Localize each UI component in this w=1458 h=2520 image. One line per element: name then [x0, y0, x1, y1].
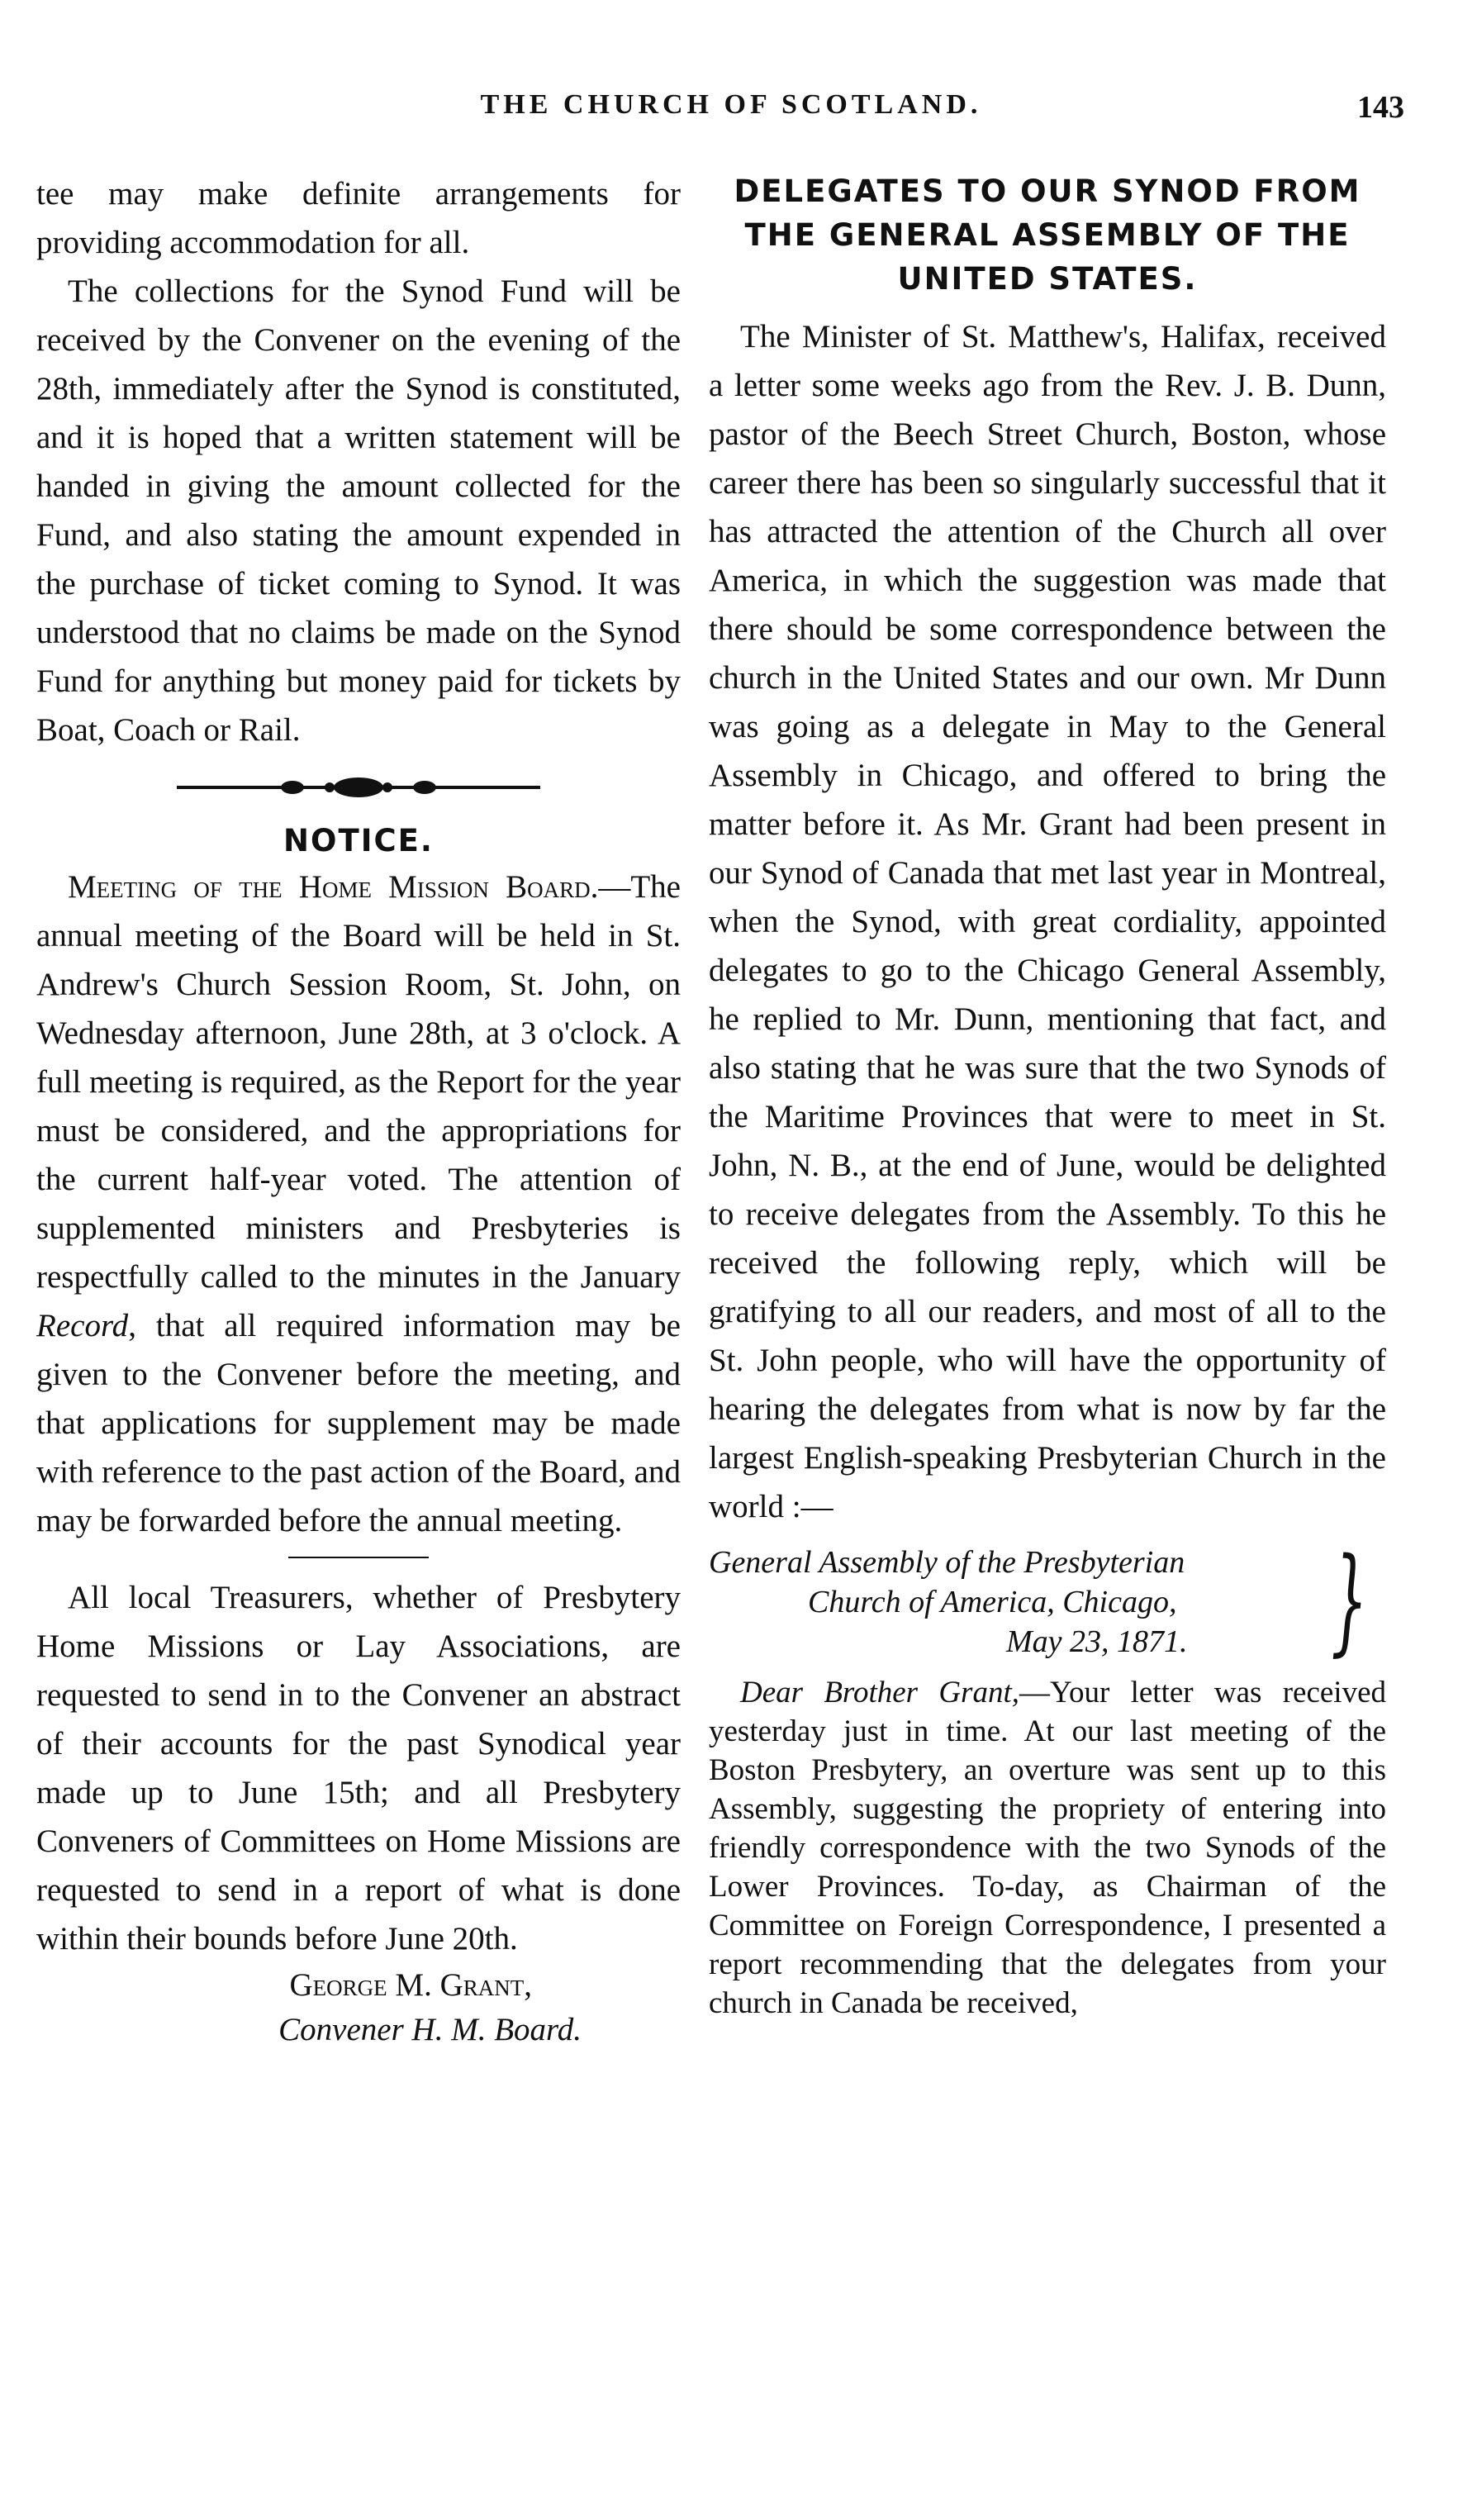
page-number: 143 [1357, 90, 1404, 125]
letter-paragraph [709, 1673, 1386, 2023]
record-title: Record [36, 1308, 129, 1343]
letter [709, 1673, 1386, 2023]
meeting-lead: Meeting of the Home Mission Board. [68, 869, 599, 905]
paragraph-continuation: tee may make definite arrangements for providing accommodation for all. [36, 176, 681, 260]
brace-glyph: } [1331, 1533, 1368, 1668]
meeting-body: —The annual meeting of the Board will be held in St. Andrew's Church Session Room, St. John, on Wednesday afternoon, June 28th, at 3 o'clock. A full meeting is required, as the Report for the year must be considered, and the appropriations for the current half-year voted. The attention of supplemented ministers and Presbyteries is respectfully called to the minutes in the January [36, 869, 681, 1295]
dateline-line-1: General Assembly of the Presbyterian [709, 1545, 1185, 1580]
page-header [33, 89, 1429, 139]
letter-salutation: Dear Brother Grant, [740, 1676, 1019, 1709]
signature-name: George M. Grant, [289, 1967, 532, 2003]
ornament-divider [169, 771, 549, 804]
delegates-heading: DELEGATES TO OUR SYNOD FROM THE GENERAL ASSEMBLY OF THE UNITED STATES. [734, 174, 1361, 297]
paragraph-delegates: The Minister of St. Matthew's, Halifax, received a letter some weeks ago from the Rev. J. B. Dunn, pastor of the Beech Street Church, Boston, whose career there has been so singularly successful that it has attracted the attention of the Church all over America, in which the suggestion was made that there should be some correspondence between the church in the United States and our own. Mr Dunn was going as a delegate in May to the General Assembly in Chicago, and offered to bring the matter before it. As Mr. Grant had been present in our Synod of Canada that met last year in Montreal, when the Synod, with great cordiality, appointed delegates to go to the Chicago General Assembly, he replied to Mr. Dunn, mentioning that fact, and also stating that he was sure that the two Synods of the Maritime Provinces that were to meet in St. John, N. B., at the end of June, would be delighted to receive delegates from the Assembly. To this he received the following reply, which will be gratifying to all our readers, and most of all to the St. John people, who will have the opportunity of hearing the delegates from what is now by far the largest English-speaking Presbyterian Church in the world :— [709, 319, 1386, 1524]
running-head: THE CHURCH OF SCOTLAND. [480, 89, 982, 120]
letter-dateline [709, 1533, 1386, 1668]
notice-heading: NOTICE. [283, 823, 434, 858]
dateline-line-3: May 23, 1871. [1006, 1624, 1188, 1659]
paragraph-treasurers: All local Treasurers, whether of Presbytery Home Missions or Lay Associations, are requested to send in to the Convener an abstract of their accounts for the past Synodical year made up to June 15th; and all Presbytery Conveners of Committees on Home Missions are requested to send in a report of what is done within their bounds before June 20th. [36, 1580, 681, 1957]
letter-body: —Your letter was received yesterday just in time. At our last meeting of the Boston Presbytery, an overture was sent up to this Assembly, suggesting the propriety of entering into friendly correspondence with the two Synods of the Lower Provinces. To-day, as Chairman of the Committee on Foreign Correspondence, I presented a report recommending that the delegates from your church in Canada be received, [709, 1676, 1386, 2020]
left-column [36, 169, 681, 2052]
paragraph-meeting [36, 863, 681, 1545]
signature [36, 1963, 681, 2052]
paragraph-synod-fund: The collections for the Synod Fund will be received by the Convener on the evening of the 28th, immediately after the Synod is constituted, and it is hoped that a written statement will be handed in giving the amount collected for the Fund, and also stating the amount expended in the purchase of ticket coming to Synod. It was understood that no claims be made on the Synod Fund for anything but money paid for tickets by Boat, Coach or Rail. [36, 273, 681, 748]
signature-title: Convener H. M. Board. [278, 2012, 582, 2047]
dateline-line-2: Church of America, Chicago, [808, 1585, 1177, 1619]
right-column [709, 169, 1386, 2023]
meeting-tail: , that all required information may be given to the Convener before the meeting, and that applications for supplement may be made with reference to the past action of the Board, and may be forwarded before the annual meeting. [36, 1308, 681, 1538]
short-rule [288, 1557, 429, 1558]
